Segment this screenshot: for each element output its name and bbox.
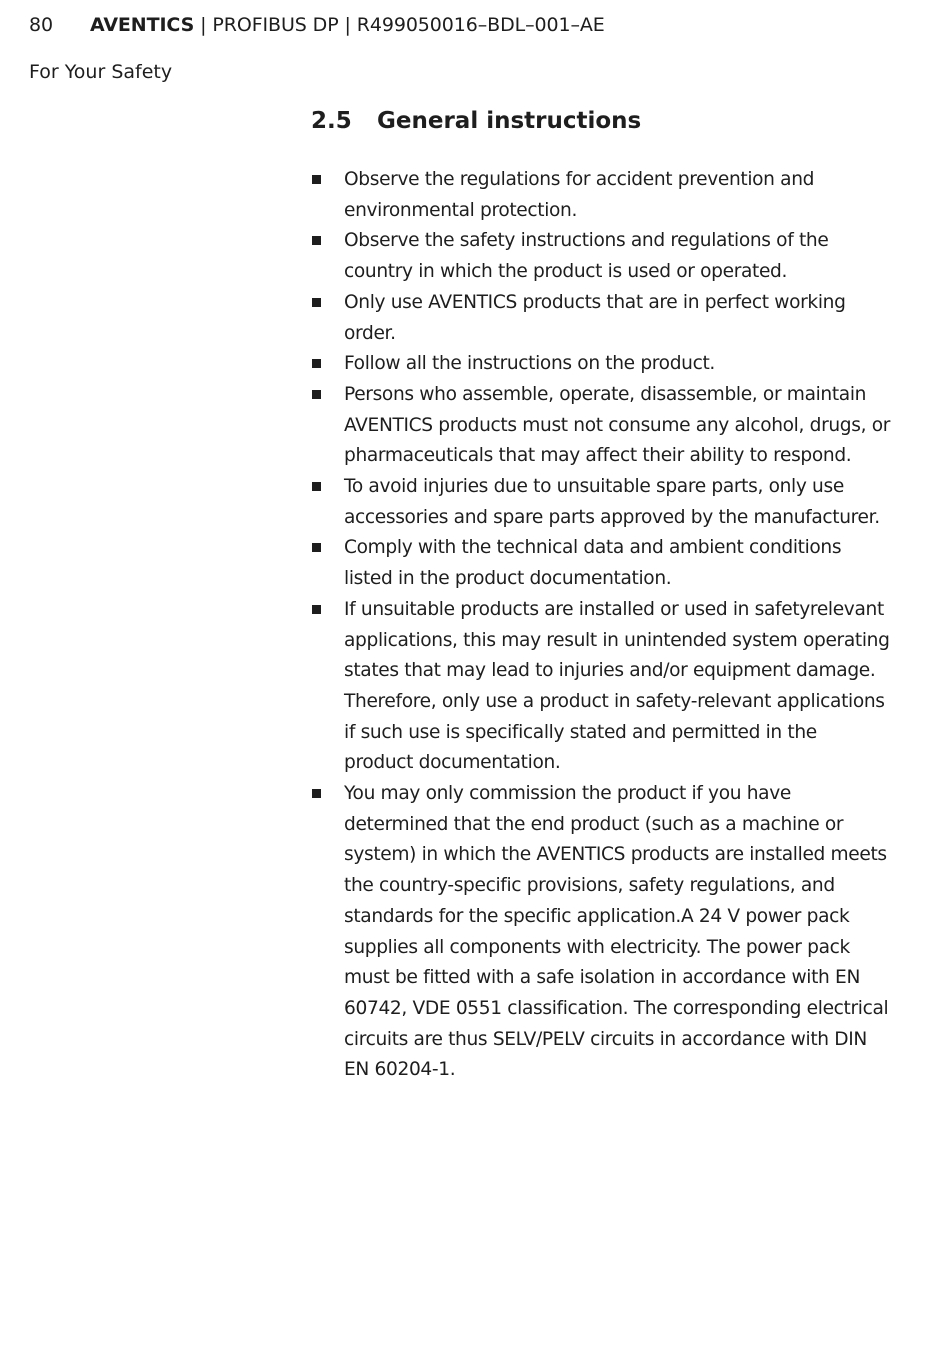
instruction-item	[311, 380, 891, 472]
square-bullet-icon	[312, 605, 321, 614]
instruction-text: Observe the regulations for accident prevention and environmental protection.	[344, 169, 815, 221]
instruction-text: To avoid injuries due to unsuitable spare parts, only use accessories and spare parts approved by the manufacturer.	[344, 476, 880, 528]
square-bullet-icon	[312, 298, 321, 307]
instruction-item	[311, 779, 891, 1086]
instruction-text: You may only commission the product if you have determined that the end product (such as a machine or system) in which the AVENTICS products are installed meets the country-specific provisions, safety regulations, and standards for the specific application.A 24 V power pack supplies all components with electricity. The power pack must be fitted with a safe isolation in accordance with EN 60742, VDE 0551 classification. The corresponding electrical circuits are thus SELV/PELV circuits in accordance with DIN EN 60204-1.	[344, 783, 889, 1081]
section-number: 2.5	[311, 108, 352, 134]
instruction-list	[311, 165, 891, 1086]
square-bullet-icon	[312, 236, 321, 245]
brand-name: AVENTICS	[90, 14, 195, 36]
instruction-item	[311, 533, 891, 594]
square-bullet-icon	[312, 789, 321, 798]
instruction-item	[311, 349, 891, 380]
square-bullet-icon	[312, 543, 321, 552]
instruction-item	[311, 165, 891, 226]
page-header	[29, 13, 605, 37]
instruction-text: Persons who assemble, operate, disassemble, or maintain AVENTICS products must not consume any alcohol, drugs, or pharmaceuticals that may affect their ability to respond.	[344, 383, 891, 467]
instruction-text: Only use AVENTICS products that are in perfect working order.	[344, 291, 846, 344]
instruction-item	[311, 226, 891, 287]
square-bullet-icon	[312, 390, 321, 399]
instruction-text: Follow all the instructions on the product.	[344, 353, 715, 375]
page-number: 80	[29, 14, 53, 36]
instruction-item	[311, 595, 891, 779]
document-info: | PROFIBUS DP | R499050016–BDL–001–AE	[194, 14, 605, 36]
square-bullet-icon	[312, 482, 321, 491]
section-heading	[311, 106, 641, 136]
instruction-item	[311, 288, 891, 349]
instruction-text: Comply with the technical data and ambient conditions listed in the product documentation.	[344, 537, 842, 590]
instruction-item	[311, 472, 891, 533]
section-title: General instructions	[377, 108, 642, 134]
instruction-text: Observe the safety instructions and regulations of the country in which the product is used or operated.	[344, 230, 829, 283]
running-section-title: For Your Safety	[29, 61, 173, 83]
square-bullet-icon	[312, 359, 321, 368]
instruction-text: If unsuitable products are installed or used in safetyrelevant applications, this may result in unintended system operating states that may lead to injuries and/or equipment damage. Therefore, only use a product in safety-relevant applications if such use is specifically stated and permitted in the product documentation.	[344, 598, 890, 774]
square-bullet-icon	[312, 175, 321, 184]
